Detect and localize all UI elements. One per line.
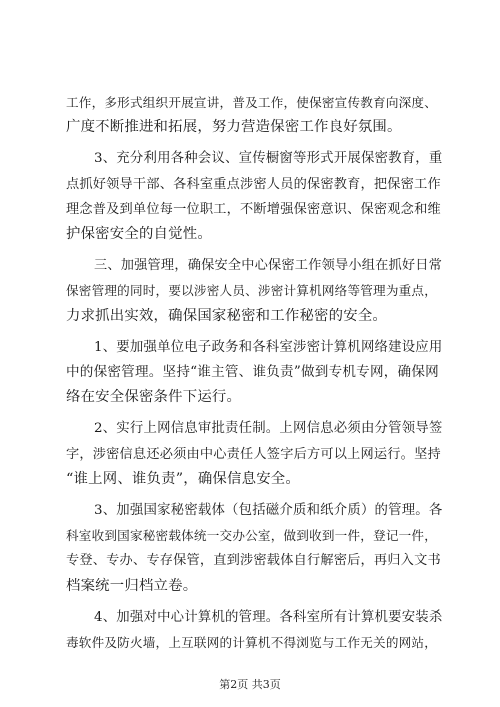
- text-line: 力求抓出实效，确保国家秘密和工作秘密的安全。: [66, 307, 387, 324]
- text-line: 字，涉密信息还必须由中心责任人签字后方可以上网运行。坚持: [66, 446, 441, 462]
- text-line: 2、实行上网信息审批责任制。上网信息必须由分管领导签: [94, 421, 443, 437]
- text-line: 3、加强国家秘密载体（包括磁介质和纸介质）的管理。各: [94, 503, 443, 519]
- text-line: “谁上网、谁负责”，确保信息安全。: [66, 470, 300, 487]
- text-line: 中的保密管理。坚持“谁主管、谁负责”做到专机专网，确保网: [66, 364, 439, 381]
- document-body: [66, 90, 442, 661]
- text-line: 档案统一归档立卷。: [66, 577, 198, 594]
- text-line: 理念普及到单位每一位职工，不断增强保密意识、保密观念和维: [66, 201, 441, 217]
- paragraph-item-2-approval: [66, 416, 442, 492]
- paragraph-item-1-network: [66, 335, 442, 411]
- paragraph-item-3-education: [66, 146, 442, 247]
- text-line: 络在安全保密条件下运行。: [66, 389, 242, 406]
- text-line: 专登、专办、专存保管，直到涉密载体自行解密后，再归入文书: [66, 553, 441, 569]
- page-number-footer: 第2页 共3页: [219, 678, 281, 691]
- text-line: 工作，多形式组织开展宣讲，普及工作，使保密宣传教育向深度、: [66, 95, 438, 110]
- text-line: 三、加强管理，确保安全中心保密工作领导小组在抓好日常: [94, 258, 443, 274]
- text-line: 3、充分利用各种会议、宣传橱窗等形式开展保密教育，重: [94, 151, 443, 167]
- paragraph-section-3-management: [66, 253, 442, 329]
- text-line: 护保密安全的自觉性。: [66, 226, 212, 243]
- paragraph-item-3-carriers: [66, 498, 442, 599]
- text-line: 科室收到国家秘密载体统一交办公室，做到收到一件，登记一件，: [66, 528, 438, 544]
- text-line: 保密管理的同时，要以涉密人员、涉密计算机网络等管理为重点，: [66, 283, 438, 299]
- text-line: 毒软件及防火墙，上互联网的计算机不得浏览与工作无关的网站，: [66, 635, 438, 651]
- paragraph-continuation: [66, 90, 442, 140]
- text-line: 1、要加强单位电子政务和各科室涉密计算机网络建设应用: [94, 339, 443, 355]
- paragraph-item-4-computers: [66, 605, 442, 655]
- text-line: 点抓好领导干部、各科室重点涉密人员的保密教育，把保密工作: [66, 176, 441, 192]
- text-line: 广度不断推进和拓展，努力营造保密工作良好氛围。: [66, 119, 402, 136]
- text-line: 4、加强对中心计算机的管理。各科室所有计算机要安装杀: [94, 609, 443, 625]
